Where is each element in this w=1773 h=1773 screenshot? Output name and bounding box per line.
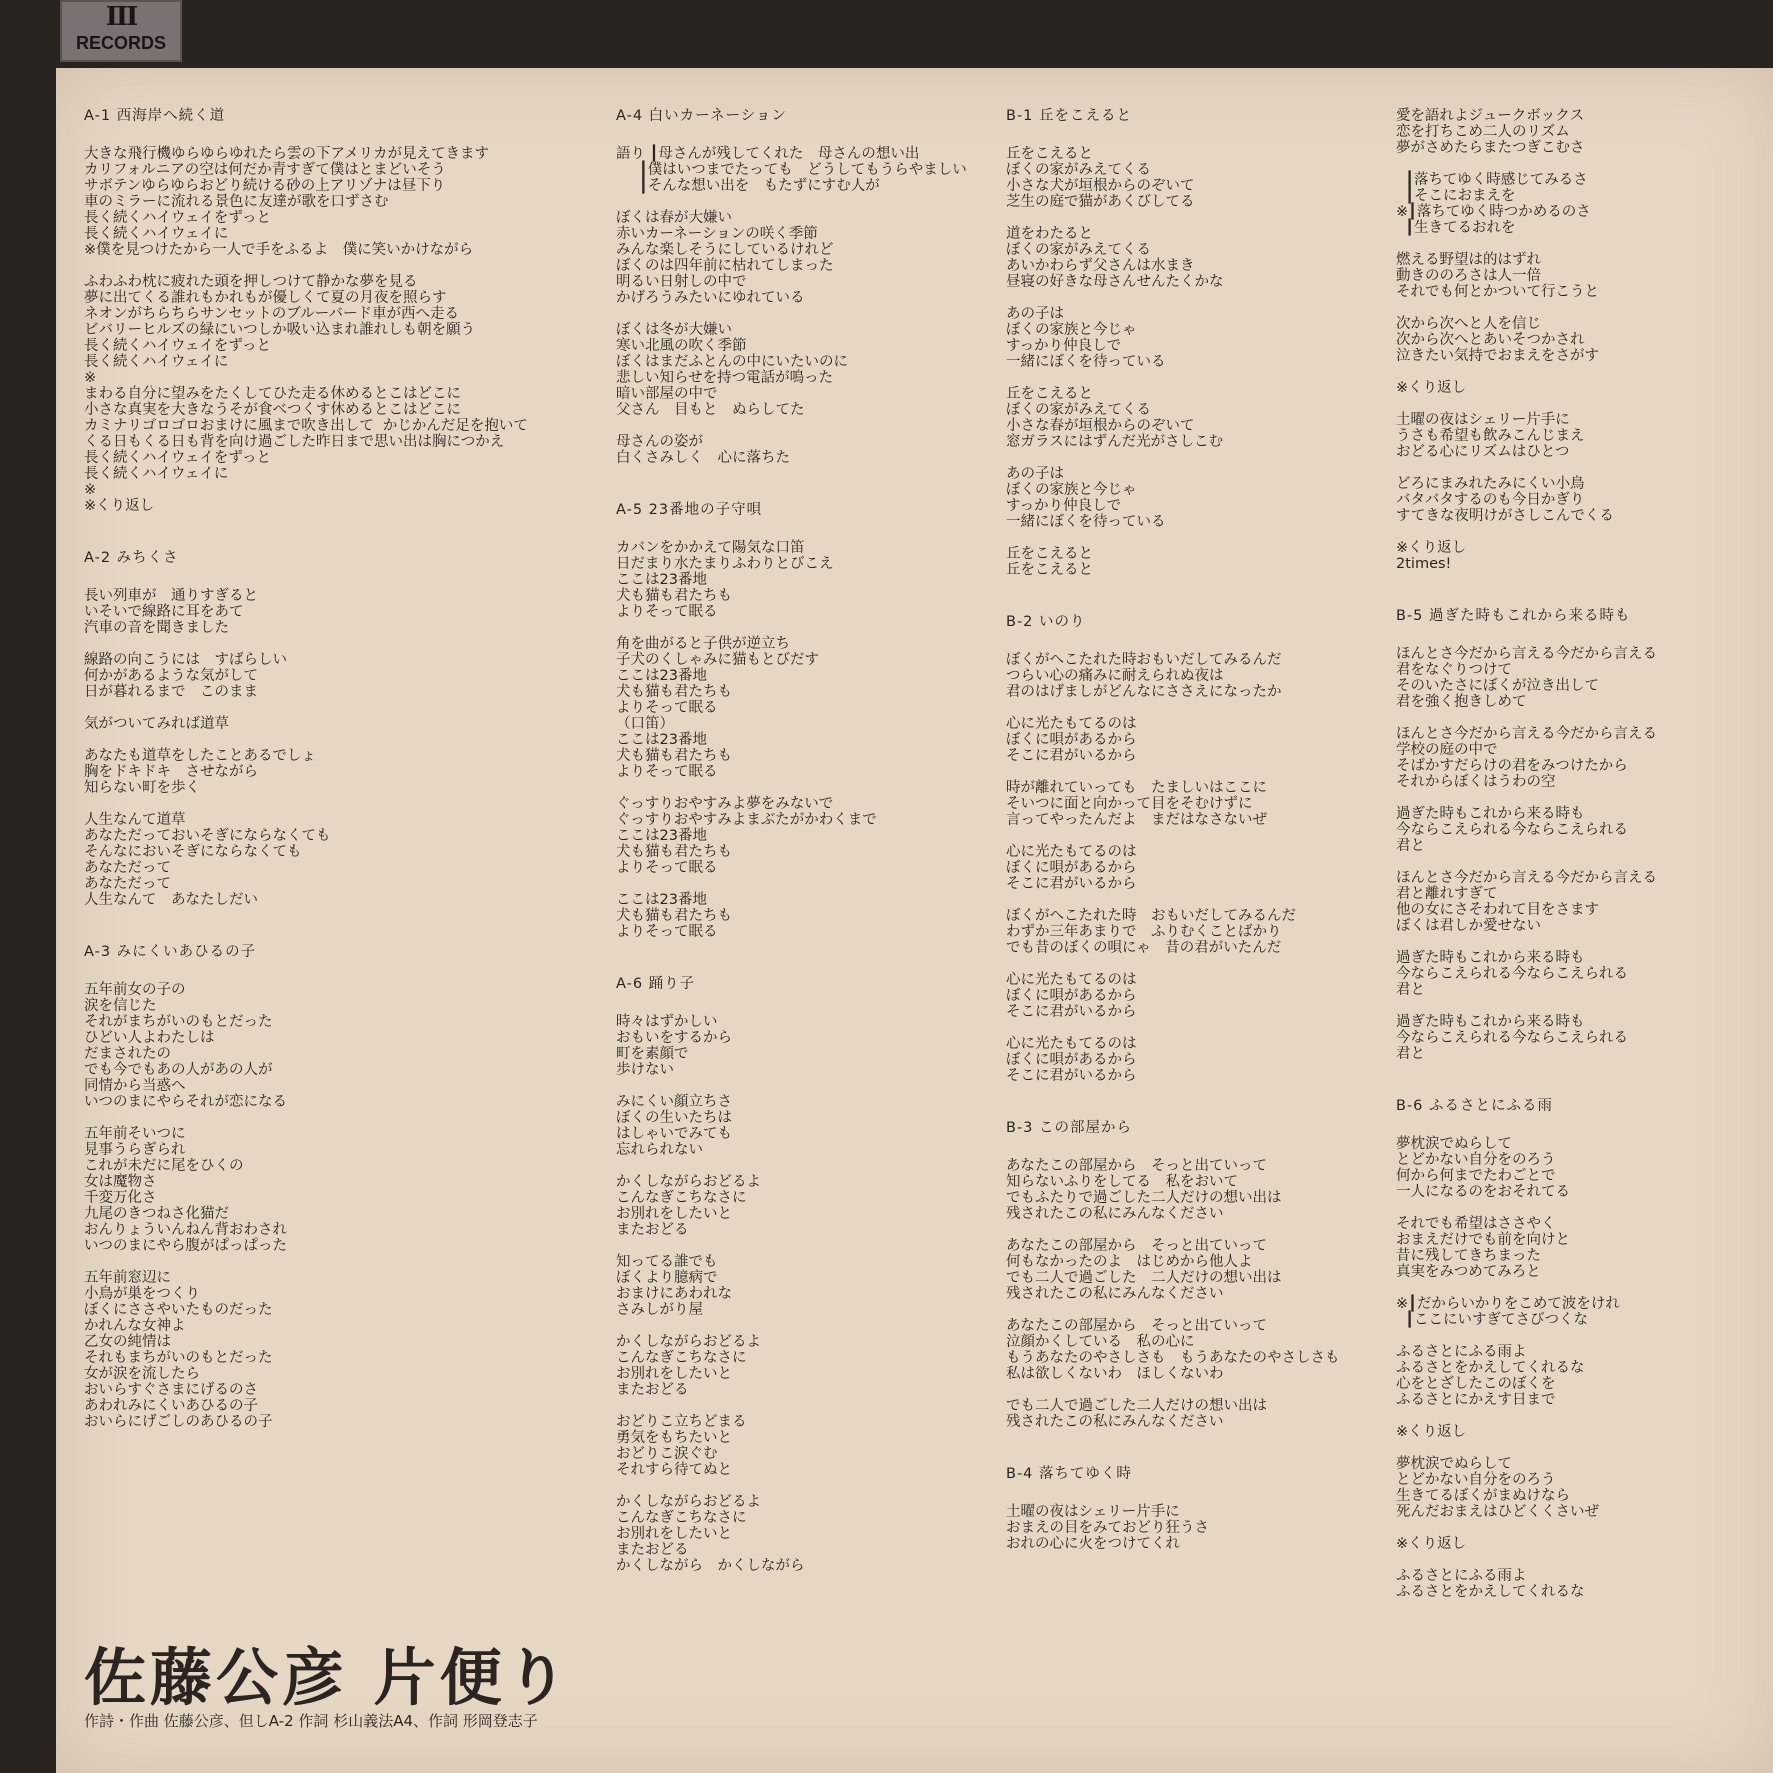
- song-title: B-1 丘をこえると: [1006, 108, 1133, 124]
- lyric-stanza: 過ぎた時もこれから来る時も 今ならこえられる今ならこえられる 君と: [1396, 1014, 1628, 1062]
- lyric-stanza: ぼくがへこたれた時 おもいだしてみるんだ わずか三年あまりで ふりむくことばかり でも昔のぼくの唄にゃ 昔の君がいたんだ: [1006, 908, 1296, 956]
- lyric-stanza: ┃落ちてゆく時感じてみるさ ┃そこにおまえを ※┃落ちてゆく時つかめるのさ ┃生きてるおれを: [1396, 172, 1591, 236]
- album-credits: 作詩・作曲 佐藤公彦、但しA-2 作詞 杉山義法A4、作詞 形岡登志子: [84, 1712, 538, 1730]
- lyric-stanza: ※┃だからいかりをこめて波をけれ ┃ここにいすぎてさびつくな: [1396, 1296, 1620, 1328]
- lyric-stanza: 夢枕涙でぬらして とどかない自分をのろう 何から何までたわごとで 一人になるのをおそれてる: [1396, 1136, 1570, 1200]
- lyric-stanza: 五年前そいつに 見事うらぎられ これが未だに尾をひくの 女は魔物さ 千変万化さ 九尾のきつねさ化猫だ おんりょういんねん背おわされ いつのまにやら腹がぱっぱった: [84, 1126, 287, 1254]
- lyrics-column-2: [616, 108, 986, 1610]
- song-title: B-2 いのり: [1006, 614, 1086, 630]
- lyric-stanza: ほんとさ今だから言える今だから言える 君と離れすぎて 他の女にさそわれて目をさます ぼくは君しか愛せない: [1396, 870, 1657, 934]
- lyrics-column-3: [1006, 108, 1396, 1588]
- song-title: A-2 みちくさ: [84, 550, 179, 566]
- song-title: B-4 落ちてゆく時: [1006, 1466, 1132, 1482]
- lyric-stanza: どろにまみれたみにくい小鳥 バタバタするのも今日かぎり すてきな夜明けがさしこんでくる: [1396, 476, 1614, 524]
- lyric-stanza: かくしながらおどるよ こんなぎこちなさに お別れをしたいと またおどる: [616, 1174, 761, 1238]
- song: [616, 502, 986, 940]
- lyric-stanza: 丘をこえると 丘をこえると: [1006, 546, 1093, 578]
- lyric-stanza: 過ぎた時もこれから来る時も 今ならこえられる今ならこえられる 君と: [1396, 950, 1628, 998]
- song-title: A-5 23番地の子守唄: [616, 502, 763, 518]
- lyrics-column-1: [84, 108, 594, 1466]
- lyric-stanza: ぼくは春が大嫌い 赤いカーネーションの咲く季節 みんな楽しそうにしているけれど ぼくのは四年前に枯れてしまった 明るい日射しの中で かげろうみたいにゆれている: [616, 210, 834, 306]
- song: [1396, 1098, 1756, 1600]
- lyric-stanza: 語り ┃母さんが残してくれた 母さんの想い出 ┃僕はいつまでたっても どうしてもうらやましい ┃そんな想い出を もたずにすむ人が: [616, 146, 967, 194]
- song-title: B-5 過ぎた時もこれから来る時も: [1396, 608, 1631, 624]
- lyric-stanza: ※くり返し 2times!: [1396, 540, 1467, 572]
- lyric-stanza: ほんとさ今だから言える今だから言える 学校の庭の中で そばかすだらけの君をみつけたから それからぼくはうわの空: [1396, 726, 1657, 790]
- lyric-stanza: あなたこの部屋から そっと出ていって 泣顔かくしている 私の心に もうあなたのやさしさも もうあなたのやさしさも 私は欲しくないわ ほしくないわ: [1006, 1318, 1340, 1382]
- lyric-stanza: 母さんの姿が 白くさみしく 心に落ちた: [616, 434, 790, 466]
- label-name: RECORDS: [75, 33, 166, 53]
- lyric-stanza: 人生なんて道草 あなただっておいそぎにならなくても そんなにおいそぎにならなくても あなただって あなただって 人生なんて あなたしだい: [84, 812, 331, 908]
- song-title: B-6 ふるさとにふる雨: [1396, 1098, 1554, 1114]
- label-mark: 𝐈𝐈𝐈: [105, 2, 137, 32]
- lyric-stanza: ここは23番地 犬も猫も君たちも よりそって眠る: [616, 892, 732, 940]
- lyric-stanza: カバンをかかえて陽気な口笛 日だまり水たまりふわりとびこえ ここは23番地 犬も猫も君たちも よりそって眠る: [616, 540, 834, 620]
- album-title: 佐藤公彦 片便り: [84, 1641, 572, 1714]
- lyric-stanza: 過ぎた時もこれから来る時も 今ならこえられる今ならこえられる 君と: [1396, 806, 1628, 854]
- lyric-stanza: 時々はずかしい おもいをするから 町を素顔で 歩けない: [616, 1014, 732, 1078]
- lyric-stanza: 長い列車が 通りすぎると いそいで線路に耳をあて 汽車の音を聞きました: [84, 588, 258, 636]
- song: [1006, 1466, 1396, 1552]
- song-title: A-6 踊り子: [616, 976, 696, 992]
- lyric-stanza: あなたこの部屋から そっと出ていって 知らないふりをしてる 私をおいて でもふたりで過ごした二人だけの想い出は 残されたこの私にみんなください: [1006, 1158, 1282, 1222]
- song-title: A-4 白いカーネーション: [616, 108, 787, 124]
- lyric-stanza: 知ってる誰でも ぼくより臆病で おまけにあわれな さみしがり屋: [616, 1254, 732, 1318]
- lyric-stanza: 心に光たもてるのは ぼくに唄があるから そこに君がいるから: [1006, 972, 1137, 1020]
- song: [84, 108, 594, 514]
- lyric-stanza: ほんとさ今だから言える今だから言える 君をなぐりつけて そのいたさにぼくが泣き出して 君を強く抱きしめて: [1396, 646, 1657, 710]
- lyric-stanza: それでも希望はささやく おまえだけでも前を向けと 昔に残してきちまった 真実をみつめてみろと: [1396, 1216, 1570, 1280]
- lyric-stanza: でも二人で過ごした二人だけの想い出は 残されたこの私にみんなください: [1006, 1398, 1267, 1430]
- lyric-stanza: みにくい顔立ちさ ぼくの生いたちは はしゃいでみても 忘れられない: [616, 1094, 732, 1158]
- song: [84, 944, 594, 1430]
- lyric-stanza: 五年前窓辺に 小鳥が巣をつくり ぼくにささやいたものだった かれんな女神よ 乙女の純情は それもまちがいのもとだった 女が涙を流したら おいらすぐさまにげるのさ あわれみにくいあひるの子 おいらにげごしのあひるの子: [84, 1270, 273, 1430]
- lyric-stanza: あなたこの部屋から そっと出ていって 何もなかったのよ はじめから他人よ でも二人で過ごした 二人だけの想い出は 残されたこの私にみんなください: [1006, 1238, 1282, 1302]
- song: [1006, 108, 1396, 578]
- lyric-stanza: 丘をこえると ぼくの家がみえてくる 小さな春が垣根からのぞいて 窓ガラスにはずんだ光がさしこむ: [1006, 386, 1224, 450]
- song: [1396, 608, 1756, 1062]
- lyric-stanza: ぼくがへこたれた時おもいだしてみるんだ つらい心の痛みに耐えられぬ夜は 君のはげましがどんなにささえになったか: [1006, 652, 1282, 700]
- song: [616, 108, 986, 466]
- song-title: B-3 この部屋から: [1006, 1120, 1133, 1136]
- lyric-stanza: ※くり返し: [1396, 1536, 1467, 1552]
- song-title: A-1 西海岸へ続く道: [84, 108, 226, 124]
- song-title: A-3 みにくいあひるの子: [84, 944, 257, 960]
- lyric-stanza: 時が離れていっても たましいはここに そいつに面と向かって目をそむけずに 言ってやったんだよ まだはなさないぜ: [1006, 780, 1267, 828]
- song: [1006, 1120, 1396, 1430]
- lyric-stanza: 道をわたると ぼくの家がみえてくる あいかわらず父さんは水まき 昼寝の好きな母さんせんたくかな: [1006, 226, 1224, 290]
- lyric-stanza: 土曜の夜はシェリー片手に おまえの目をみておどり狂うさ おれの心に火をつけてくれ: [1006, 1504, 1209, 1552]
- lyric-stanza: 心に光たもてるのは ぼくに唄があるから そこに君がいるから: [1006, 844, 1137, 892]
- lyric-stanza: 角を曲がると子供が逆立ち 子犬のくしゃみに猫もとびだす ここは23番地 犬も猫も君たちも よりそって眠る （口笛） ここは23番地 犬も猫も君たちも よりそって眠る: [616, 636, 819, 780]
- lyric-stanza: ぐっすりおやすみよ夢をみないで ぐっすりおやすみよまぶたがかわくまで ここは23番地 犬も猫も君たちも よりそって眠る: [616, 796, 877, 876]
- lyric-stanza: ふるさとにふる雨よ ふるさとをかえしてくれるな: [1396, 1568, 1585, 1600]
- lyric-stanza: ※くり返し: [1396, 380, 1467, 396]
- song: [616, 976, 986, 1574]
- lyric-stanza: あの子は ぼくの家族と今じゃ すっかり仲良しで 一緒にぼくを待っている: [1006, 306, 1166, 370]
- lyric-stanza: ふわふわ枕に疲れた頭を押しつけて静かな夢を見る 夢に出てくる誰れもかれもが優しくて夏の月夜を照らす ネオンがちらちらサンセットのブルーバード車が西へ走る ビバリーヒルズの緑にいつしか吸い込まれ誰れしも朝を願う 長く続くハイウェイをずっと 長く続くハイウェイに ※ まわる自分に望みをたくしてひた走る休めるとこはどこに 小さな真実を大きなうそが食べつくす休めるとこはどこに カミナリゴロゴロおまけに風まで吹き出して かじかんだ足を抱いて くる日もくる日も背を向け過ごした昨日まで思い出は胸につかえ 長く続くハイウェイをずっと 長く続くハイウェイに ※ ※くり返し: [84, 274, 528, 514]
- lyric-stanza: 燃える野望は的はずれ 動きののろさは人一倍 それでも何とかついて行こうと: [1396, 252, 1599, 300]
- lyric-stanza: ぼくは冬が大嫌い 寒い北風の吹く季節 ぼくはまだふとんの中にいたいのに 悲しい知らせを持つ電話が鳴った 暗い部屋の中で 父さん 目もと ぬらしてた: [616, 322, 848, 418]
- lyric-stanza: 心に光たもてるのは ぼくに唄があるから そこに君がいるから: [1006, 716, 1137, 764]
- record-label-logo: [60, 0, 182, 62]
- lyric-stanza: 夢枕涙でぬらして とどかない自分をのろう 生きてるぼくがまぬけなら 死んだおまえはひどくくさいぜ: [1396, 1456, 1599, 1520]
- lyric-stanza: 大きな飛行機ゆらゆらゆれたら雲の下アメリカが見えてきます カリフォルニアの空は何だか青すぎて僕はとまどいそう サボテンゆらゆらおどり続ける砂の上アリゾナは昼下り 車のミラーに流れる景色に友達が歌を口ずさむ 長く続くハイウェイをずっと 長く続くハイウェイに ※僕を見つけたから一人で手をふるよ 僕に笑いかけながら: [84, 146, 489, 258]
- song: [84, 550, 594, 908]
- lyric-stanza: あの子は ぼくの家族と今じゃ すっかり仲良しで 一緒にぼくを待っている: [1006, 466, 1166, 530]
- lyric-stanza: 五年前女の子の 涙を信じた それがまちがいのもとだった ひどい人よわたしは だまされたの でも今でもあの人があの人が 同情から当惑へ いつのまにやらそれが恋になる: [84, 982, 287, 1110]
- lyric-stanza: かくしながらおどるよ こんなぎこちなさに お別れをしたいと またおどる: [616, 1334, 761, 1398]
- lyric-stanza: ※くり返し: [1396, 1424, 1467, 1440]
- song: [1396, 108, 1756, 572]
- lyric-stanza: あなたも道草をしたことあるでしょ 胸をドキドキ させながら 知らない町を歩く: [84, 748, 316, 796]
- lyric-sheet: [56, 68, 1773, 1773]
- lyric-stanza: 次から次へと人を信じ 次から次へとあいそつかされ 泣きたい気持でおまえをさがす: [1396, 316, 1599, 364]
- lyric-stanza: かくしながらおどるよ こんなぎこちなさに お別れをしたいと またおどる かくしながら かくしながら: [616, 1494, 805, 1574]
- lyric-stanza: 愛を語れよジュークボックス 恋を打ちこめ二人のリズム 夢がさめたらまたつぎこむさ: [1396, 108, 1585, 156]
- lyric-stanza: 気がついてみれば道草: [84, 716, 229, 732]
- song: [1006, 614, 1396, 1084]
- lyrics-column-4: [1396, 108, 1756, 1636]
- lyric-stanza: 線路の向こうには すばらしい 何かがあるような気がして 日が暮れるまで このまま: [84, 652, 287, 700]
- lyric-stanza: 土曜の夜はシェリー片手に うさも希望も飲みこんじまえ おどる心にリズムはひとつ: [1396, 412, 1585, 460]
- lyric-stanza: ふるさとにふる雨よ ふるさとをかえしてくれるな 心をとざしたこのぼくを ふるさとにかえす日まで: [1396, 1344, 1585, 1408]
- lyric-stanza: 心に光たもてるのは ぼくに唄があるから そこに君がいるから: [1006, 1036, 1137, 1084]
- lyric-stanza: おどりこ立ちどまる 勇気をもちたいと おどりこ涙ぐむ それすら待てぬと: [616, 1414, 747, 1478]
- lyric-stanza: 丘をこえると ぼくの家がみえてくる 小さな犬が垣根からのぞいて 芝生の庭で猫があくびしてる: [1006, 146, 1195, 210]
